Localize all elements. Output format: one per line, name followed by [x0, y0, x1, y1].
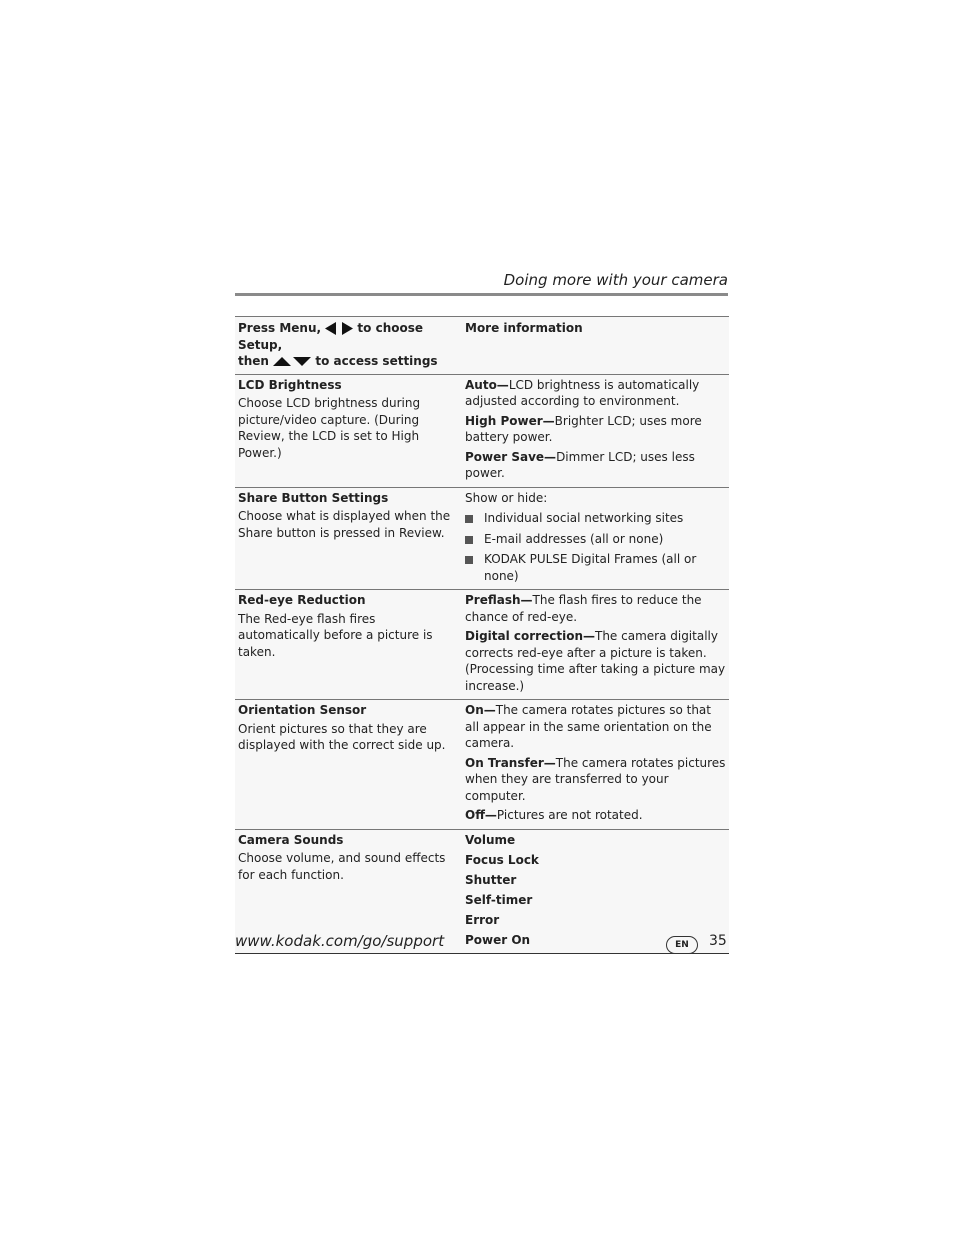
- option-text: Dimmer LCD; uses less power.: [465, 449, 695, 480]
- setting-cell: [235, 590, 462, 700]
- support-url-link[interactable]: www.kodak.com/go/support: [235, 932, 445, 950]
- option-item: [465, 413, 726, 446]
- settings-table: [235, 316, 729, 954]
- table-row: [235, 487, 729, 590]
- option-text: The camera digitally corrects red-eye after a picture is taken. (Processing time after taking a picture may increase.): [465, 629, 726, 693]
- option-name: Digital correction—: [465, 629, 595, 643]
- option-name: High Power—: [465, 413, 555, 428]
- sound-item: Shutter: [465, 872, 517, 887]
- option-item: [465, 807, 726, 824]
- bullet-text: Individual social networking sites: [484, 511, 684, 525]
- setting-cell: [235, 374, 462, 487]
- setting-title: Share Button Settings: [238, 490, 389, 505]
- setting-title: LCD Brightness: [238, 377, 342, 392]
- square-bullet-icon: [465, 556, 473, 564]
- option-text: The flash fires to reduce the chance of red-eye.: [465, 593, 702, 624]
- option-item: [465, 628, 726, 694]
- setting-description: Choose LCD brightness during picture/video capture. (During Review, the LCD is set to High Power.): [238, 396, 421, 460]
- sound-item: Focus Lock: [465, 852, 539, 867]
- language-badge: EN: [666, 936, 698, 954]
- option-text: Pictures are not rotated.: [496, 808, 643, 822]
- sound-item: Volume: [465, 832, 516, 847]
- col1-header-part2: to choose Setup,: [238, 321, 424, 352]
- page-number: 35: [709, 933, 727, 949]
- table-row: [235, 590, 729, 700]
- option-name: Power Save—: [465, 449, 557, 464]
- header-rule: [235, 293, 728, 296]
- setting-description: The Red-eye flash fires automatically before a picture is taken.: [238, 611, 433, 659]
- option-text: The camera rotates pictures so that all appear in the same orientation on the camera.: [465, 703, 712, 750]
- col1-header-part4: to access settings: [315, 354, 438, 368]
- setting-title: Red-eye Reduction: [238, 593, 366, 607]
- option-name: Preflash—: [465, 593, 533, 607]
- square-bullet-icon: [465, 515, 473, 523]
- bullet-text: E-mail addresses (all or none): [484, 531, 664, 546]
- option-name: Auto—: [465, 377, 509, 392]
- sound-item: Self-timer: [465, 892, 533, 907]
- option-text: Brighter LCD; uses more battery power.: [465, 413, 702, 444]
- list-item: [465, 551, 726, 584]
- col1-header-part1: Press Menu,: [238, 321, 322, 335]
- setting-cell: [235, 700, 462, 830]
- up-down-arrows-icon: [273, 356, 311, 367]
- table-header-row: [235, 317, 729, 375]
- option-item: [465, 449, 726, 482]
- sound-item: Error: [465, 912, 500, 927]
- col1-header-part3: then: [238, 354, 269, 368]
- show-hide-intro: Show or hide:: [465, 490, 548, 505]
- setting-description: Choose volume, and sound effects for each function.: [238, 851, 446, 882]
- option-item: [465, 755, 726, 805]
- option-name: Off—: [465, 808, 497, 822]
- option-text: The camera rotates pictures when they are transferred to your computer.: [465, 755, 726, 803]
- option-item: [465, 592, 726, 625]
- info-cell: [462, 374, 729, 487]
- col2-header: More information: [462, 317, 729, 375]
- option-name: On Transfer—: [465, 755, 556, 770]
- option-name: On—: [465, 703, 496, 717]
- col1-header: [235, 317, 462, 375]
- list-item: [465, 510, 726, 527]
- info-cell: [462, 487, 729, 590]
- sound-list: [465, 832, 726, 949]
- setting-description: Orient pictures so that they are displayed with the correct side up.: [238, 721, 446, 752]
- setting-title: Orientation Sensor: [238, 703, 367, 717]
- option-item: [465, 377, 726, 410]
- info-cell: [462, 700, 729, 830]
- left-right-arrows-icon: [325, 322, 353, 335]
- info-cell: [462, 829, 729, 954]
- setting-description: Choose what is displayed when the Share button is pressed in Review.: [238, 509, 451, 540]
- table-row: [235, 374, 729, 487]
- option-text: LCD brightness is automatically adjusted according to environment.: [465, 377, 700, 408]
- setting-title: Camera Sounds: [238, 832, 344, 847]
- sound-item: Power On: [465, 932, 531, 947]
- setting-cell: [235, 487, 462, 590]
- running-head-title: Doing more with your camera: [503, 271, 728, 289]
- bullet-text: KODAK PULSE Digital Frames (all or none): [484, 552, 697, 583]
- square-bullet-icon: [465, 536, 473, 544]
- bullet-list: [465, 510, 726, 584]
- info-cell: [462, 590, 729, 700]
- table-row: [235, 700, 729, 830]
- list-item: [465, 531, 726, 548]
- option-item: [465, 702, 726, 752]
